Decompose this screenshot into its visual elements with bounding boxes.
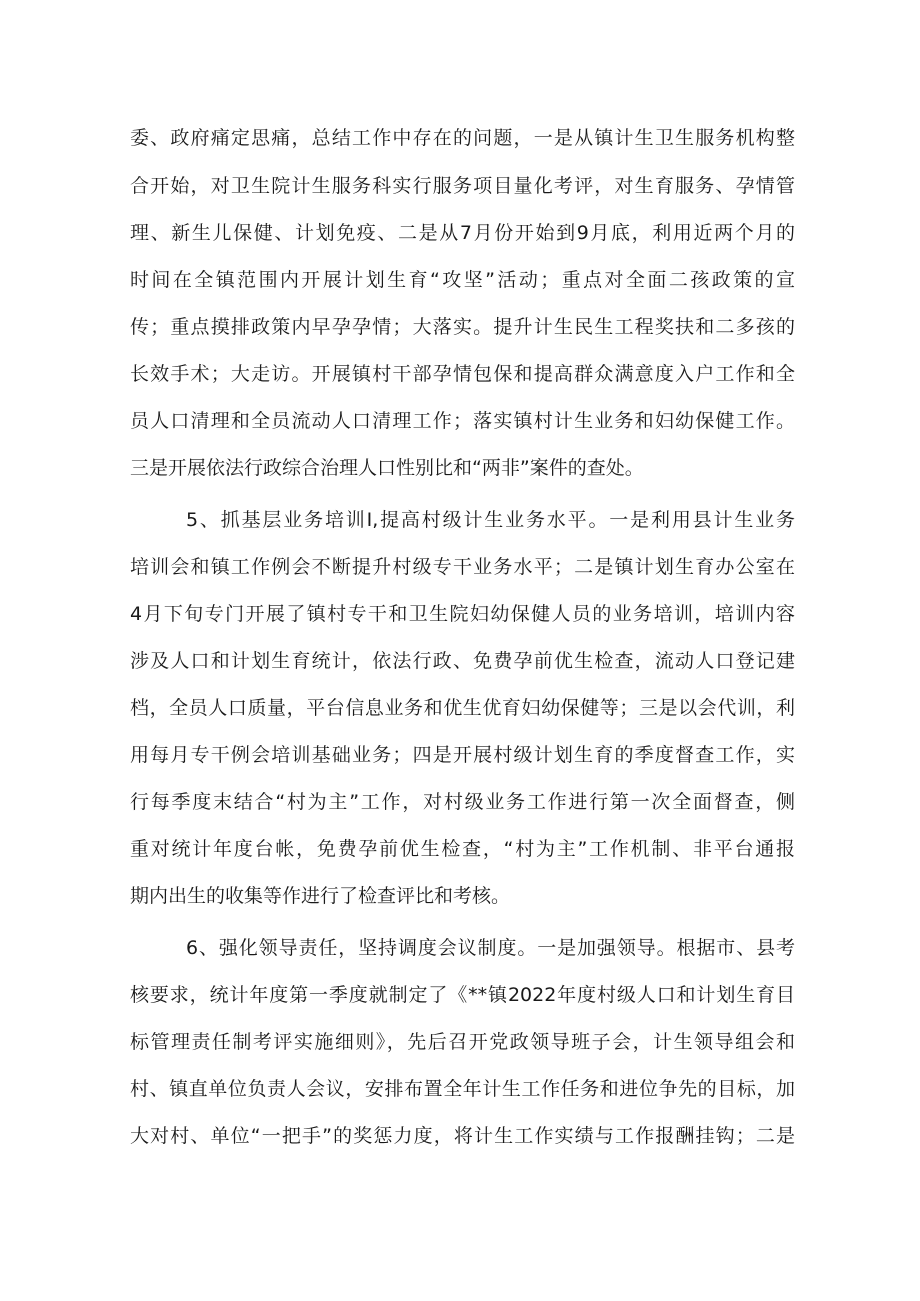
text-line: 核要求，统计年度第一季度就制定了《**镇2022年度村级人口和计划生育目 bbox=[130, 984, 795, 1006]
text-line: 档，全员人口质量，平台信息业务和优生优育妇幼保健等；三是以会代训，利 bbox=[130, 697, 795, 719]
text-line: 培训会和镇工作例会不断提升村级专干业务水平；二是镇计划生育办公室在 bbox=[130, 556, 795, 578]
text-line: 委、政府痛定思痛，总结工作中存在的问题，一是从镇计生卫生服务机构整 bbox=[130, 127, 795, 149]
text-line: 长效手术；大走访。开展镇村干部孕情包保和提高群众满意度入户工作和全 bbox=[130, 363, 795, 385]
text-line: 理、新生儿保健、计划免疫、二是从7月份开始到9月底，利用近两个月的 bbox=[130, 222, 795, 244]
text-line: 4月下旬专门开展了镇村专干和卫生院妇幼保健人员的业务培训，培训内容 bbox=[130, 603, 795, 625]
text-line: 村、镇直单位负责人会议，安排布置全年计生工作任务和进位争先的目标，加 bbox=[130, 1078, 795, 1100]
text-line: 期内出生的收集等作进行了检查评比和考核。 bbox=[130, 885, 511, 907]
text-line: 行每季度末结合“村为主”工作，对村级业务工作进行第一次全面督查，侧 bbox=[130, 791, 795, 813]
text-line: 时间在全镇范围内开展计划生育“攻坚”活动；重点对全面二孩政策的宣 bbox=[130, 269, 795, 291]
text-line: 6、强化领导责任，坚持调度会议制度。一是加强领导。根据市、县考 bbox=[186, 937, 795, 959]
text-line: 合开始，对卫生院计生服务科实行服务项目量化考评，对生育服务、孕情管 bbox=[130, 175, 795, 197]
text-line: 重对统计年度台帐，免费孕前优生检查，“村为主”工作机制、非平台通报 bbox=[130, 838, 795, 860]
text-line: 大对村、单位“一把手”的奖惩力度，将计生工作实绩与工作报酬挂钩；二是 bbox=[130, 1125, 795, 1147]
text-line: 三是开展依法行政综合治理人口性别比和“两非”案件的查处。 bbox=[130, 457, 644, 479]
text-line: 标管理责任制考评实施细则》，先后召开党政领导班子会，计生领导组会和 bbox=[130, 1031, 795, 1053]
text-line: 涉及人口和计划生育统计，依法行政、免费孕前优生检查，流动人口登记建 bbox=[130, 650, 795, 672]
text-line: 传；重点摸排政策内早孕孕情；大落实。提升计生民生工程奖扶和二多孩的 bbox=[130, 316, 795, 338]
text-line: 员人口清理和全员流动人口清理工作；落实镇村计生业务和妇幼保健工作。 bbox=[130, 410, 795, 432]
text-line: 5、抓基层业务培训I,提高村级计生业务水平。一是利用县计生业务 bbox=[186, 509, 795, 531]
text-line: 用每月专干例会培训基础业务；四是开展村级计划生育的季度督查工作，实 bbox=[130, 744, 795, 766]
